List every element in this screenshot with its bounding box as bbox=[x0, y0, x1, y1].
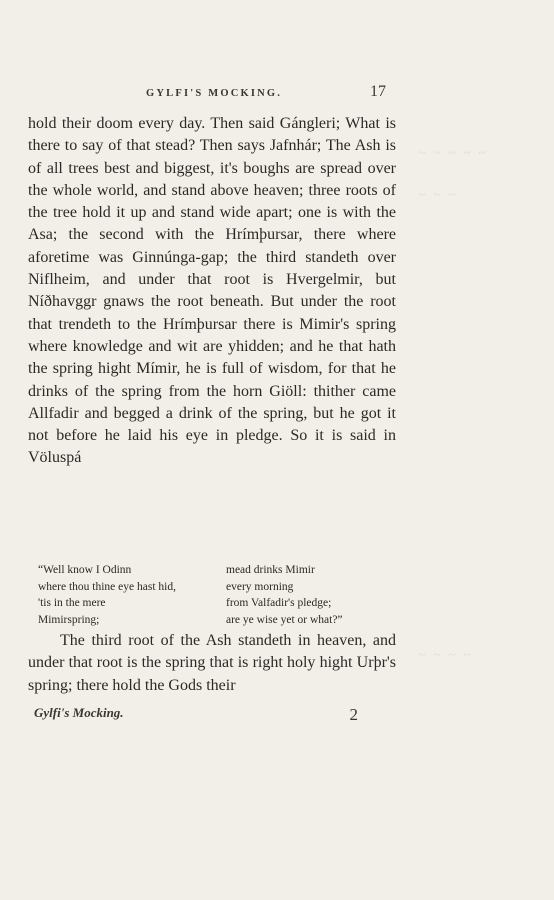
second-paragraph: The third root of the Ash standeth in heaven, and under that root is the spring that is right holy hight Urþr's spring; there hold the Gods their bbox=[28, 632, 396, 694]
running-head: GYLFI'S MOCKING. bbox=[146, 88, 283, 99]
verse-right: every morning bbox=[226, 580, 294, 593]
verse-line bbox=[38, 612, 398, 629]
verse-right: are ye wise yet or what?” bbox=[226, 613, 343, 626]
bleed-through-text: ~ ~ ~ ~ ~ bbox=[418, 146, 488, 161]
bleed-through-text: ~ ~ ~ ~ bbox=[418, 648, 473, 663]
signature-mark: 2 bbox=[349, 705, 358, 724]
verse-right: mead drinks Mimir bbox=[226, 564, 315, 576]
verse-line bbox=[38, 579, 398, 596]
main-paragraph: hold their doom every day. Then said Gángleri; What is there to say of that stead? Then says Jafnhár; The Ash is of all trees best and biggest, it's boughs are spread over the whole world, and stand above heaven; three roots of the tree hold it up and stand wide apart; one is with the Asa; the second with the Hrímþursar, there where aforetime was Ginnúnga-gap; the third standeth over Niflheim, and under that root is Hvergelmir, but Níðhavggr gnaws the root beneath. But under the root that trendeth to the Hrímþursar there is Mimir's spring where knowledge and wit are yhidden; and he that hath the spring hight Mímir, he is full of wisdom, for that he drinks of the spring from the horn Giöll: thither came Allfadir and begged a drink of the spring, but he got it not before he laid his eye in pledge. So it is said in Völuspá bbox=[28, 115, 396, 467]
bleed-through-text: ~ ~ ~ bbox=[418, 188, 458, 203]
signature: Gylfi's Mocking. bbox=[34, 705, 124, 720]
verse-line bbox=[38, 562, 398, 579]
page-footer bbox=[28, 705, 358, 725]
verse-right: from Valfadir's pledge; bbox=[226, 597, 332, 609]
page-number: 17 bbox=[370, 83, 386, 100]
verse-line bbox=[38, 595, 398, 612]
page-header bbox=[118, 83, 386, 101]
verse-left: Mimirspring; bbox=[38, 613, 100, 626]
verse-left: “Well know I Odinn bbox=[38, 564, 132, 576]
verse-left: 'tis in the mere bbox=[38, 597, 106, 609]
verse-left: where thou thine eye hast hid, bbox=[38, 580, 176, 593]
verse-quote bbox=[38, 562, 398, 628]
